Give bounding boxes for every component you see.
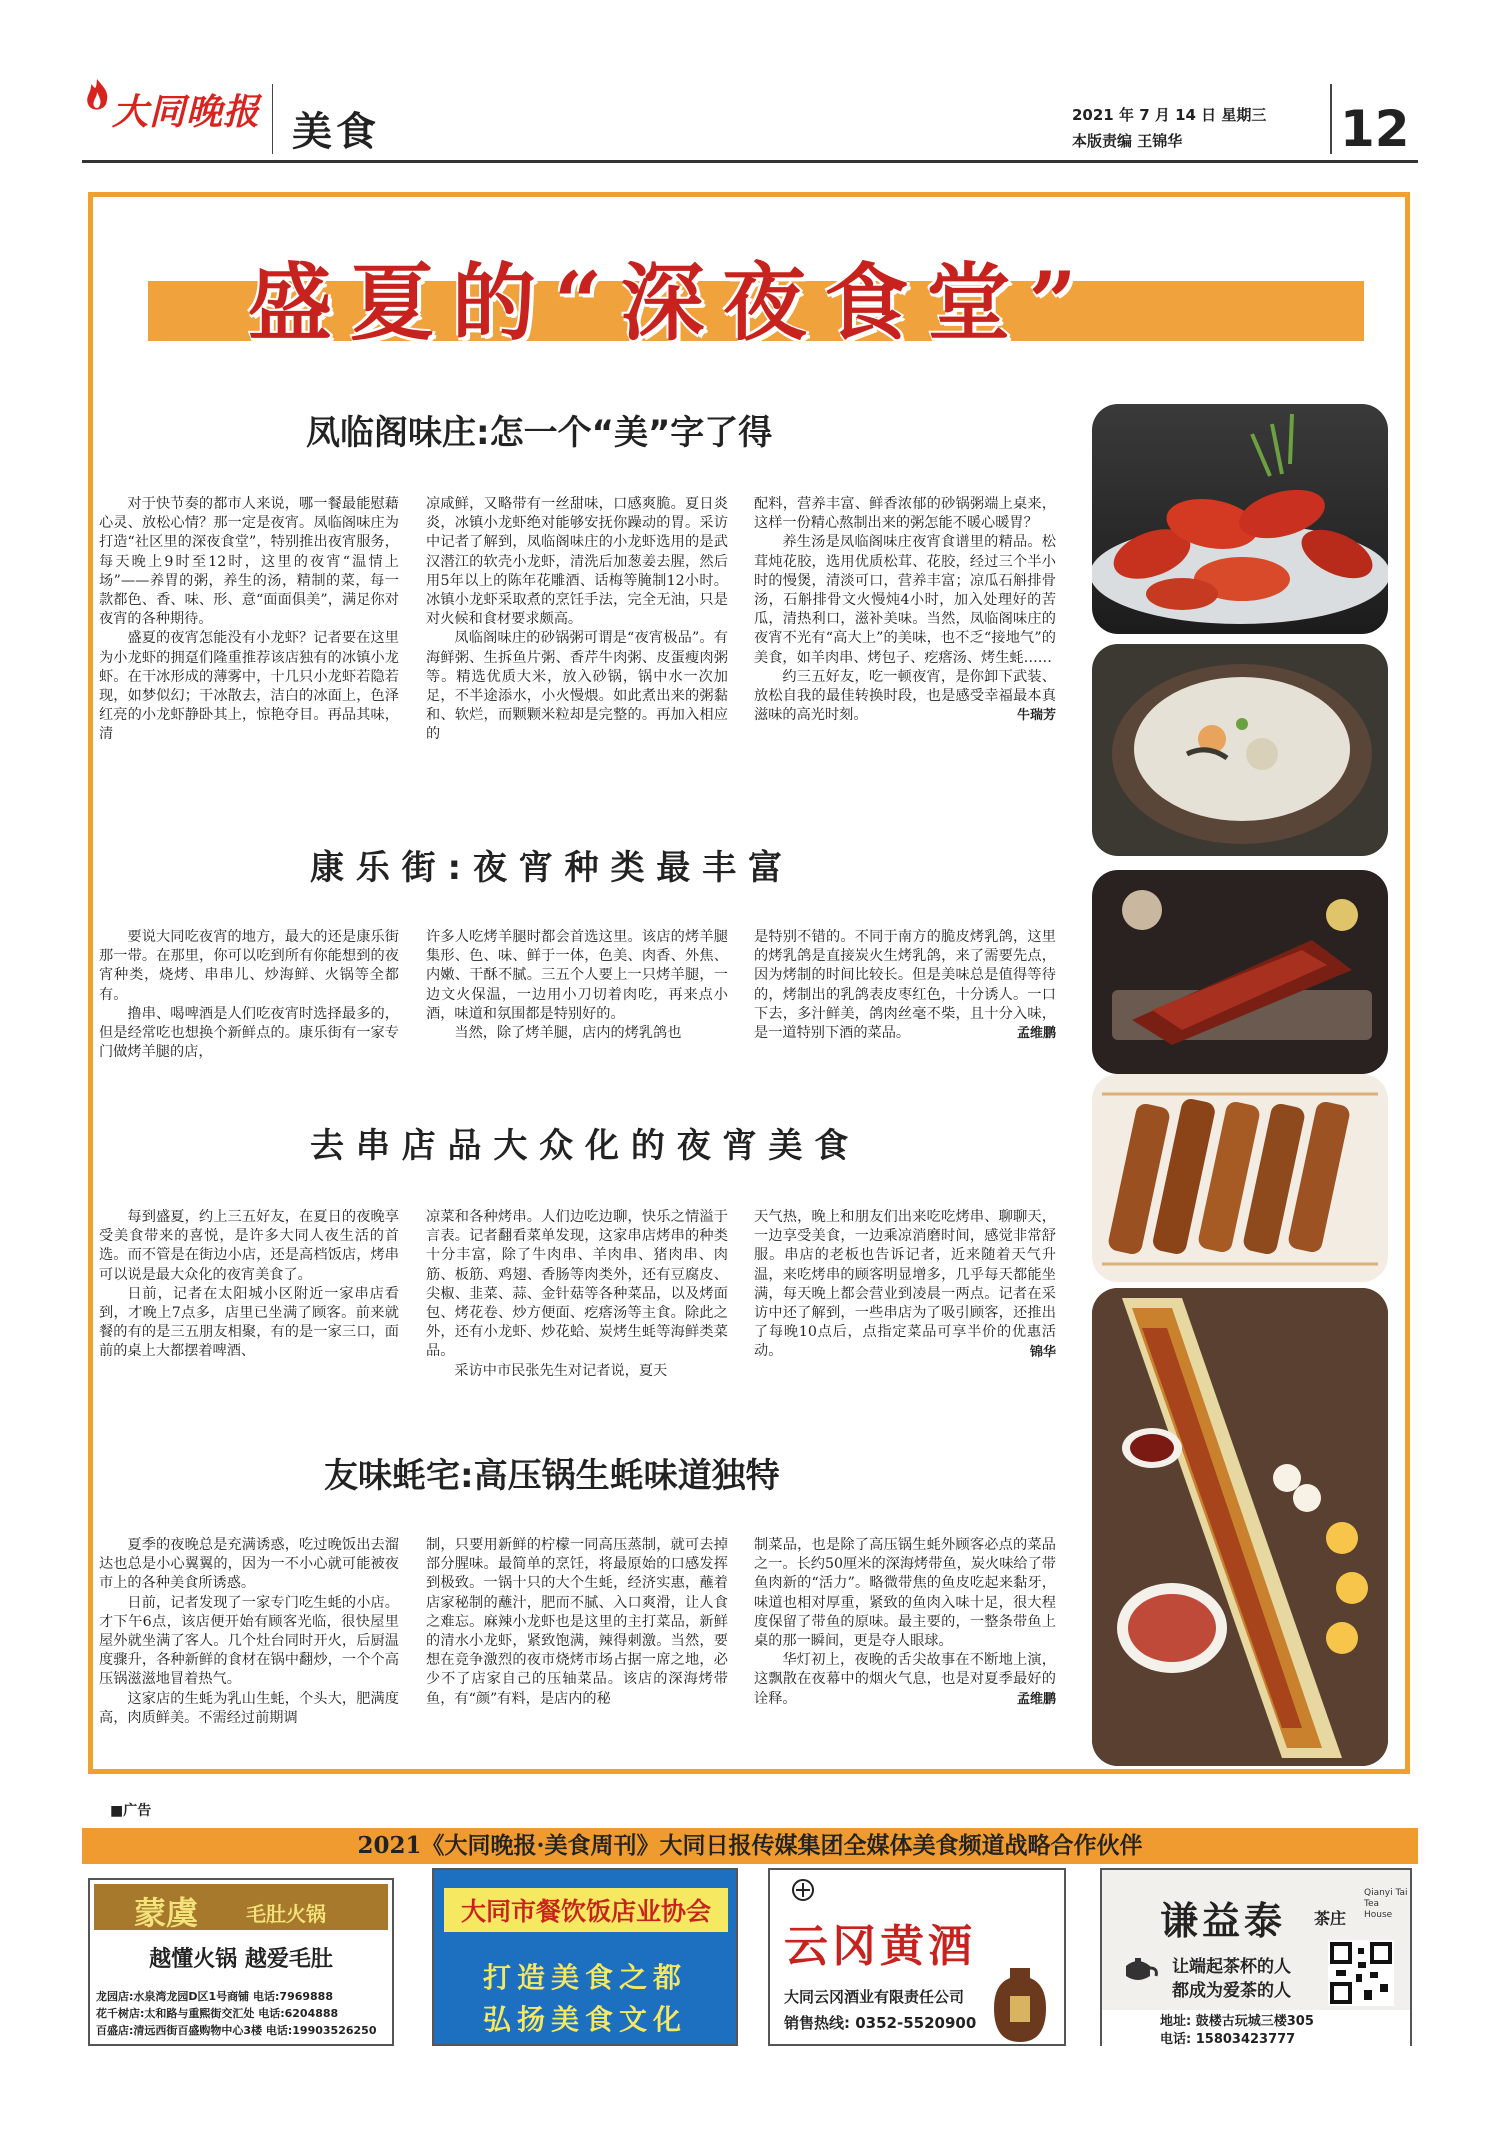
masthead-divider (272, 84, 273, 154)
article-column (426, 495, 728, 745)
hotpot-address-line: 龙园店:水泉湾龙园D区1号商铺 电话:7969888 (96, 1990, 333, 2003)
wine-hotline: 销售热线: 0352-5520900 (784, 2014, 977, 2032)
article-column (426, 1208, 728, 1381)
article-column (754, 495, 1056, 726)
paragraph: 盛夏的夜宵怎能没有小龙虾？记者要在这里为小龙虾的拥趸们隆重推荐该店独有的冰镇小龙虾。在干冰形成的薄雾中，十几只小龙虾若隐若现，如梦似幻；干冰散去，洁白的冰面上，色泽红亮的小龙虾静卧其上，惊艳夺目。再品其味，清 (99, 630, 399, 743)
hotpot-brand-suffix: 毛肚火锅 (246, 1902, 326, 1926)
hotpot-slogan: 越懂火锅 越爱毛肚 (149, 1946, 333, 1972)
paragraph: 采访中市民张先生对记者说，夏天 (454, 1362, 668, 1379)
paragraph: 当然，除了烤羊腿，店内的烤乳鸽也 (454, 1025, 682, 1042)
crayfish-photo (1092, 404, 1388, 634)
paragraph: 凉菜和各种烤串。人们边吃边聊，快乐之情溢于言表。记者翻看菜单发现，这家串店烤串的种类十分丰富，除了牛肉串、羊肉串、猪肉串、肉筋、板筋、鸡翅、香肠等肉类外，还有豆腐皮、尖椒、韭菜、蒜、金针菇等各种菜品，以及烤面包、烤花卷、炒方便面、疙瘩汤等主食。除此之外，还有小龙虾、炒花蛤、炭烤生蚝等海鲜类菜品。 (426, 1209, 728, 1360)
hotpot-ad (88, 1878, 394, 2046)
section-title: 美食 (292, 108, 380, 155)
grilled-fish-photo (1092, 1288, 1388, 1766)
wine-jar-icon (992, 1966, 1048, 2044)
article-column (426, 928, 728, 1043)
hotpot-address-line: 百盛店:清远西街百盛购物中心3楼 电话:19903526250 (96, 2024, 377, 2037)
article-column (754, 1536, 1056, 1709)
article-title: 去 串 店 品 大 众 化 的 夜 宵 美 食 (310, 1126, 849, 1166)
paragraph: 约三五好友，吃一顿夜宵，是你卸下武装、放松自我的最佳转换时段，也是感受幸福最本真滋味的高光时刻。 (754, 668, 1056, 724)
tea-house-brand: 谦益泰 (1160, 1898, 1287, 1943)
congee-photo (1092, 644, 1388, 856)
article-column (99, 495, 399, 745)
paragraph: 日前，记者发现了一家专门吃生蚝的小店。才下午6点，该店便开始有顾客光临，很快屋里屋外就坐满了客人。几个灶台同时开火，后厨温度骤升，各种新鲜的食材在锅中翻炒，一个个高压锅滋滋地冒着热气。 (99, 1594, 399, 1688)
paragraph: 制，只要用新鲜的柠檬一同高压蒸制，就可去掉部分腥味。最简单的烹饪，将最原始的口感发挥到极致。一锅十只的大个生蚝，经济实惠，蘸着店家秘制的蘸汁，肥而不腻、入口爽滑，让人食之难忘。麻辣小龙虾也是这里的主打菜品，新鲜的清水小龙虾，紧致饱满，辣得刺激。当然，要想在竞争激烈的夜市烧烤市场占据一席之地，必少不了店家自己的压轴菜品。该店的深海烤带鱼，有“颜”有料，是店内的秘 (426, 1537, 728, 1707)
tea-house-brand-suffix: 茶庄 (1314, 1909, 1347, 1928)
paragraph: 对于快节奏的都市人来说，哪一餐最能慰藉心灵、放松心情？那一定是夜宵。凤临阁味庄为打造“社区里的深夜食堂”，特别推出夜宵服务，每天晚上9时至12时，这里的夜宵“温情上场”——养胃的粥，养生的汤，精制的菜，每一款都色、香、味、形、意“面面俱美”，满足你对夜宵的各种期待。 (99, 496, 399, 628)
article-title: 友味蚝宅:高压锅生蚝味道独特 (324, 1456, 780, 1496)
masthead-divider (1330, 84, 1332, 154)
wine-brand: 云冈黄酒 (784, 1921, 976, 1972)
tea-slogan-2: 都成为爱茶的人 (1172, 1981, 1291, 2001)
flame-icon (82, 78, 112, 114)
association-slogan-1: 打造美食之都 (482, 1961, 687, 1994)
article-column (426, 1536, 728, 1709)
catering-association-ad (432, 1868, 738, 2046)
tea-slogan-1: 让端起茶杯的人 (1172, 1957, 1291, 1977)
tea-house-ad (1100, 1868, 1412, 2046)
paragraph: 夏季的夜晚总是充满诱惑，吃过晚饭出去溜达也总是小心翼翼的，因为一不小心就可能被夜市上的各种美食所诱惑。 (99, 1537, 399, 1592)
paragraph: 每到盛夏，约上三五好友，在夏日的夜晚享受美食带来的喜悦，是许多大同人夜生活的首选。而不管是在街边小店，还是高档饭店，烤串可以说是最大众化的夜宵美食了。 (99, 1209, 399, 1283)
newspaper-logo (82, 76, 270, 138)
article-byline: 锦华 (1029, 1344, 1056, 1360)
paragraph: 撸串、喝啤酒是人们吃夜宵时选择最多的，但是经常吃也想换个新鲜点的。康乐街有一家专门做烤羊腿的店， (99, 1005, 399, 1061)
tea-address: 地址: 鼓楼古玩城三楼305 (1160, 2014, 1314, 2029)
partner-banner: 2021《大同晚报·美食周刊》大同日报传媒集团全媒体美食频道战略合作伙伴 (82, 1828, 1418, 1864)
roast-lamb-photo (1092, 870, 1388, 1074)
hotpot-addresses (96, 1988, 376, 2039)
paragraph: 凉咸鲜，又略带有一丝甜味，口感爽脆。夏日炎炎，冰镇小龙虾绝对能够安抚你躁动的胃。采访中记者了解到，凤临阁味庄的小龙虾选用的是武汉潜江的软壳小龙虾，清洗后加葱姜去腥，然后用5年以上的陈年花雕酒、话梅等腌制12小时。冰镇小龙虾采取煮的烹饪手法，完全无油，只是对火候和食材要求颇高。 (426, 496, 728, 628)
paragraph: 制菜品，也是除了高压锅生蚝外顾客必点的菜品之一。长约50厘米的深海烤带鱼，炭火味给了带鱼肉新的“活力”。略微带焦的鱼皮吃起来黏牙，味道也相对厚重，紧致的鱼肉入味十足，很大程度保留了带鱼的原味。最主要的，一整条带鱼上桌的那一瞬间，更是夺人眼球。 (754, 1537, 1056, 1650)
article-byline: 牛瑞芳 (1016, 708, 1056, 724)
association-slogan-2: 弘扬美食文化 (482, 2003, 687, 2036)
article-column (754, 1208, 1056, 1362)
hotpot-address-line: 花千树店:太和路与重熙街交汇处 电话:6204888 (96, 2007, 339, 2020)
paragraph: 凤临阁味庄的砂锅粥可谓是“夜宵极品”。有海鲜粥、生拆鱼片粥、香芹牛肉粥、皮蛋瘦肉粥等。精选优质大米，放入砂锅，锅中水一次加足，不半途添水，小火慢煨。如此煮出来的粥黏和、软烂，而颗颗米粒却是完整的。再加入相应的 (426, 630, 728, 743)
paragraph: 日前，记者在太阳城小区附近一家串店看到，才晚上7点多，店里已坐满了顾客。前来就餐的有的是三五朋友相聚，有的是一家三口，面前的桌上大都摆着啤酒、 (99, 1285, 399, 1360)
article-byline: 孟维鹏 (1016, 1691, 1056, 1707)
paragraph: 配料，营养丰富、鲜香浓郁的砂锅粥端上桌来，这样一份精心熬制出来的粥怎能不暖心暖胃？ (754, 496, 1056, 532)
wine-company: 大同云冈酒业有限责任公司 (784, 1988, 965, 2006)
paragraph: 这家店的生蚝为乳山生蚝，个头大，肥满度高，肉质鲜美。不需经过前期调 (99, 1690, 399, 1726)
paragraph: 许多人吃烤羊腿时都会首选这里。该店的烤羊腿集形、色、味、鲜于一体，色美、肉香、外焦、内嫩、干酥不腻。三五个人要上一只烤羊腿，一边文火保温，一边用小刀切着肉吃，再来点小酒，味道和氛围都是特别好的。 (426, 929, 728, 1022)
article-title: 凤临阁味庄:怎一个“美”字了得 (306, 413, 773, 453)
advertisement-label: ■广告 (110, 1803, 152, 1819)
page-headline: 盛夏的“深夜食堂” (248, 253, 1095, 352)
qr-code-icon (1328, 1940, 1394, 2006)
wine-logo-icon (788, 1878, 818, 1902)
masthead-rule (82, 160, 1418, 163)
article-column (99, 1208, 399, 1362)
article-column (99, 928, 399, 1062)
paragraph: 要说大同吃夜宵的地方，最大的还是康乐街那一带。在那里，你可以吃到所有你能想到的夜宵种类，烧烤、串串儿、炒海鲜、火锅等全都有。 (99, 929, 399, 1003)
article-column (754, 928, 1056, 1043)
tea-phone: 电话: 15803423777 (1160, 2032, 1296, 2047)
hotpot-brand: 蒙虞 (134, 1894, 199, 1932)
page-editor: 本版责编 王锦华 (1072, 132, 1183, 150)
article-column (99, 1536, 399, 1728)
paragraph: 是特别不错的。不同于南方的脆皮烤乳鸽，这里的烤乳鸽是直接炭火生烤乳鸽，来了需要先点，因为烤制的时间比较长。但是美味总是值得等待的，烤制出的乳鸽表皮枣红色，十分诱人。一口下去，多汁鲜美，鸽肉丝毫不柴，且十分入味，是一道特别下酒的菜品。 (754, 929, 1056, 1042)
paper-name: 大同晚报 (112, 92, 261, 133)
paragraph: 养生汤是凤临阁味庄夜宵食谱里的精品。松茸炖花胶，选用优质松茸、花胶，经过三个半小时的慢煲，清淡可口，营养丰富；凉瓜石斛排骨汤，石斛排骨文火慢炖4小时，加入处理好的苦瓜，清热利口，滋补美味。当然，凤临阁味庄的夜宵不光有“高大上”的美味，也不乏“接地气”的美食，如羊肉串、烤包子、疙瘩汤、烤生蚝…… (754, 534, 1056, 666)
article-title: 康 乐 街 : 夜 宵 种 类 最 丰 富 (310, 848, 782, 888)
paragraph: 天气热，晚上和朋友们出来吃吃烤串、聊聊天，一边享受美食，一边乘凉消磨时间，感觉非常舒服。串店的老板也告诉记者，近来随着天气升温，来吃烤串的顾客明显增多，几乎每天都能坐满，每天晚上都会营业到凌晨一两点。记者在采访中还了解到，一些串店为了吸引顾客，还推出了每晚10点后，点指定菜品可享半价的优惠活动。 (754, 1209, 1056, 1360)
association-title: 大同市餐饮饭店业协会 (444, 1888, 728, 1932)
paragraph: 华灯初上，夜晚的舌尖故事在不断地上演，这飘散在夜幕中的烟火气息，也是对夏季最好的诠释。 (754, 1652, 1056, 1707)
teapot-icon (1118, 1948, 1158, 1988)
page-number: 12 (1340, 100, 1410, 158)
skewers-photo (1092, 1074, 1388, 1282)
issue-date: 2021 年 7 月 14 日 星期三 (1072, 106, 1267, 124)
article-byline: 孟维鹏 (1016, 1026, 1056, 1042)
wine-ad (768, 1868, 1066, 2046)
tea-house-latin-name: Qianyi Tai Tea House (1364, 1888, 1408, 1920)
